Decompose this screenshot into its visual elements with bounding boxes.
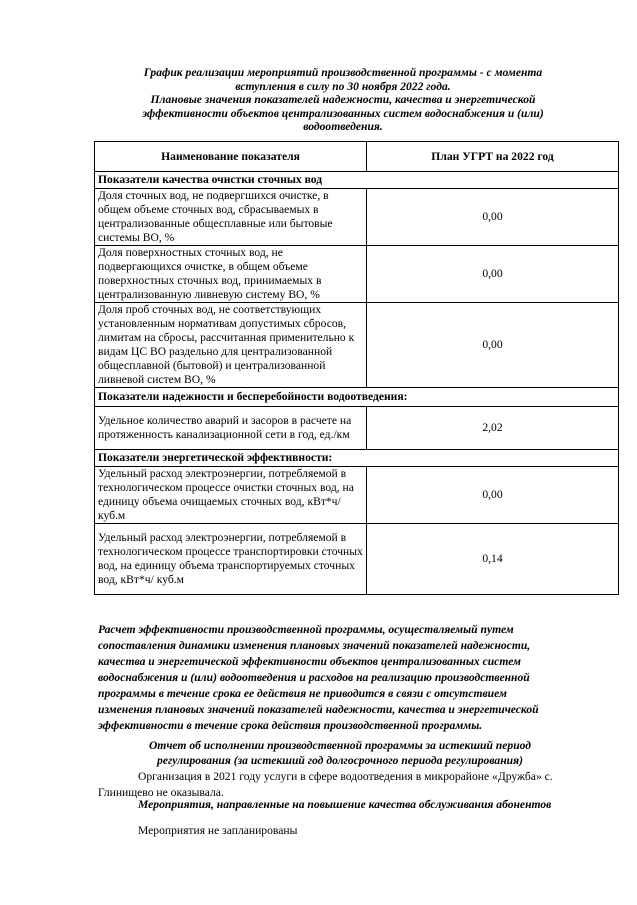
indicator-value: 0,14 bbox=[367, 524, 619, 595]
section-heading: Показатели энергетической эффективности: bbox=[95, 450, 619, 467]
indicator-value: 0,00 bbox=[367, 246, 619, 303]
table-row bbox=[95, 303, 619, 388]
table-section-row bbox=[95, 388, 619, 407]
indicators-table bbox=[94, 141, 619, 595]
indicator-label: Доля проб сточных вод, не соответствующих установленным нормативам допустимых сбросов, лимитам на сбросы, рассчитанная применительно к видам ЦС ВО раздельно для централизованной общесплавной (бытовой) и централизованной ливневой систем ВО, % bbox=[95, 303, 367, 388]
title-line: вступления в силу по 30 ноября 2022 года. bbox=[235, 79, 451, 93]
indicator-label: Удельный расход электроэнергии, потребляемой в технологическом процессе очистки сточных вод, на единицу объема очищаемых сточных вод, кВт*ч/ куб.м bbox=[95, 467, 367, 524]
table-row bbox=[95, 189, 619, 246]
note-line: эффективности в течение срока действия производственной программы. bbox=[98, 719, 483, 732]
indicator-label: Доля сточных вод, не подвергшихся очистке, в общем объеме сточных вод, сбрасываемых в централизованные общесплавные или бытовые системы ВО, % bbox=[95, 189, 367, 246]
indicator-value: 0,00 bbox=[367, 303, 619, 388]
indicator-label: Удельный расход электроэнергии, потребляемой в технологическом процессе транспортировки сточных вод, на единицу объема транспортируемых сточных вод, кВт*ч/ куб.м bbox=[95, 524, 367, 595]
report-body-line: Глинищево не оказывала. bbox=[98, 786, 224, 799]
indicator-label: Удельное количество аварий и засоров в расчете на протяженность канализационной сети в год, ед./км bbox=[95, 407, 367, 450]
measures-heading: Мероприятия, направленные на повышение качества обслуживания абонентов bbox=[138, 798, 552, 811]
title-line: эффективности объектов централизованных систем водоснабжения и (или) bbox=[142, 106, 544, 120]
report-heading-line: Отчет об исполнении производственной программы за истекший период bbox=[148, 739, 532, 752]
note-line: программы в течение срока ее действия не приводится в связи с отсутствием bbox=[98, 687, 507, 700]
table-section-row bbox=[95, 172, 619, 189]
table-section-row bbox=[95, 450, 619, 467]
section-heading: Показатели качества очистки сточных вод bbox=[95, 172, 619, 189]
indicator-value: 2,02 bbox=[367, 407, 619, 450]
title-line: водоотведения. bbox=[303, 120, 383, 134]
report-body bbox=[98, 769, 604, 801]
report-heading bbox=[110, 738, 570, 768]
column-header-indicator: Наименование показателя bbox=[95, 142, 367, 172]
table-header-row bbox=[95, 142, 619, 172]
indicator-value: 0,00 bbox=[367, 189, 619, 246]
report-heading-line: регулирования (за истекший год долгосрочного периода регулирования) bbox=[157, 754, 523, 767]
note-line: качества и энергетической эффективности объектов централизованных систем bbox=[98, 655, 521, 668]
note-line: Расчет эффективности производственной программы, осуществляемый путем bbox=[98, 623, 514, 636]
table-row bbox=[95, 524, 619, 595]
title-line: Плановые значения показателей надежности, качества и энергетической bbox=[150, 93, 536, 107]
document-title bbox=[95, 66, 591, 134]
note-line: сопоставления динамики изменения плановых значений показателей надежности, bbox=[98, 639, 531, 652]
measures-text: Мероприятия не запланированы bbox=[138, 824, 298, 837]
table-row bbox=[95, 467, 619, 524]
table-row bbox=[95, 407, 619, 450]
indicator-label: Доля поверхностных сточных вод, не подвергающихся очистке, в общем объеме поверхностных сточных вод, принимаемых в централизованную ливневую систему ВО, % bbox=[95, 246, 367, 303]
note-line: изменения плановых значений показателей надежности, качества и энергетической bbox=[98, 703, 539, 716]
report-body-line: Организация в 2021 году услуги в сфере водоотведения в микрорайоне «Дружба» с. bbox=[138, 770, 553, 783]
table-row bbox=[95, 246, 619, 303]
indicator-value: 0,00 bbox=[367, 467, 619, 524]
efficiency-calculation-note bbox=[98, 622, 604, 734]
column-header-plan: План УГРТ на 2022 год bbox=[367, 142, 619, 172]
note-line: водоснабжения и (или) водоотведения и расходов на реализацию производственной bbox=[98, 671, 530, 684]
section-heading: Показатели надежности и бесперебойности водоотведения: bbox=[95, 388, 619, 407]
title-line: График реализации мероприятий производственной программы - с момента bbox=[143, 66, 543, 79]
